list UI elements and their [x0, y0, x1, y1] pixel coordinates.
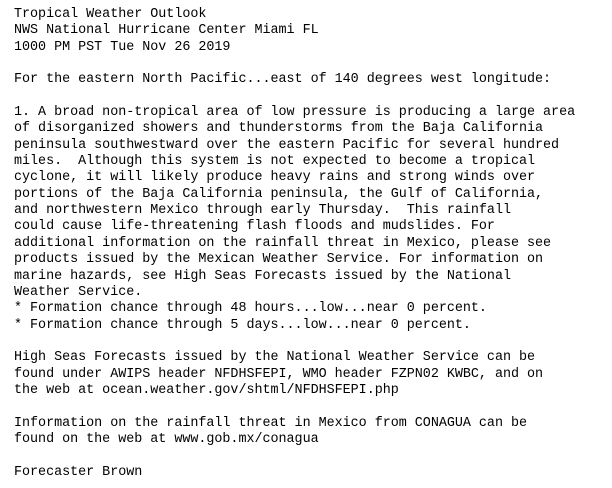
paragraph-line: found under AWIPS header NFDHSFEPI, WMO header FZPN02 KWBC, and on: [14, 366, 544, 382]
region-statement: For the eastern North Pacific...east of 140 degrees west longitude:: [14, 72, 552, 88]
document-title: Tropical Weather Outlook: [14, 7, 207, 22]
item-text-line: and northwestern Mexico through early Thursday. This rainfall: [14, 203, 511, 219]
item-text-line: additional information on the rainfall threat in Mexico, please see: [14, 235, 552, 251]
paragraph-line: High Seas Forecasts issued by the National Weather Service can be: [14, 350, 536, 366]
outlook-item-1: [14, 105, 612, 334]
blank-line: [14, 399, 612, 415]
item-text-line: peninsula southwestward over the eastern Pacific for several hundred: [14, 137, 560, 153]
issue-time: 1000 PM PST Tue Nov 26 2019: [14, 39, 231, 55]
paragraph-line: the web at ocean.weather.gov/shtml/NFDHSFEPI.php: [14, 382, 399, 398]
forecaster-signature: Forecaster Brown: [14, 464, 143, 480]
item-text-line: marine hazards, see High Seas Forecasts issued by the National: [14, 268, 511, 284]
paragraph-line: found on the web at www.gob.mx/conagua: [14, 431, 319, 447]
paragraph-line: Information on the rainfall threat in Mexico from CONAGUA can be: [14, 415, 528, 431]
formation-chance-48h: * Formation chance through 48 hours...low...near 0 percent.: [14, 301, 487, 317]
item-text-line: miles. Although this system is not expected to become a tropical: [14, 154, 536, 170]
issuing-office: NWS National Hurricane Center Miami FL: [14, 23, 319, 39]
blank-line: [14, 89, 612, 105]
blank-line: [14, 56, 612, 72]
item-text-line: cyclone, it will likely produce heavy rains and strong winds over: [14, 170, 536, 186]
blank-line: [14, 334, 612, 350]
conagua-paragraph: [14, 416, 612, 449]
formation-chance-5d: * Formation chance through 5 days...low...near 0 percent.: [14, 317, 471, 333]
item-text-line: 1. A broad non-tropical area of low pressure is producing a large area: [14, 105, 576, 121]
blank-line: [14, 448, 612, 464]
high-seas-paragraph: [14, 350, 612, 399]
item-text-line: could cause life-threatening flash floods and mudslides. For: [14, 219, 495, 235]
item-text-line: products issued by the Mexican Weather Service. For information on: [14, 252, 544, 268]
item-text-line: portions of the Baja California peninsula, the Gulf of California,: [14, 186, 544, 202]
item-text-line: Weather Service.: [14, 284, 143, 300]
item-text-line: of disorganized showers and thunderstorms from the Baja California: [14, 121, 544, 137]
